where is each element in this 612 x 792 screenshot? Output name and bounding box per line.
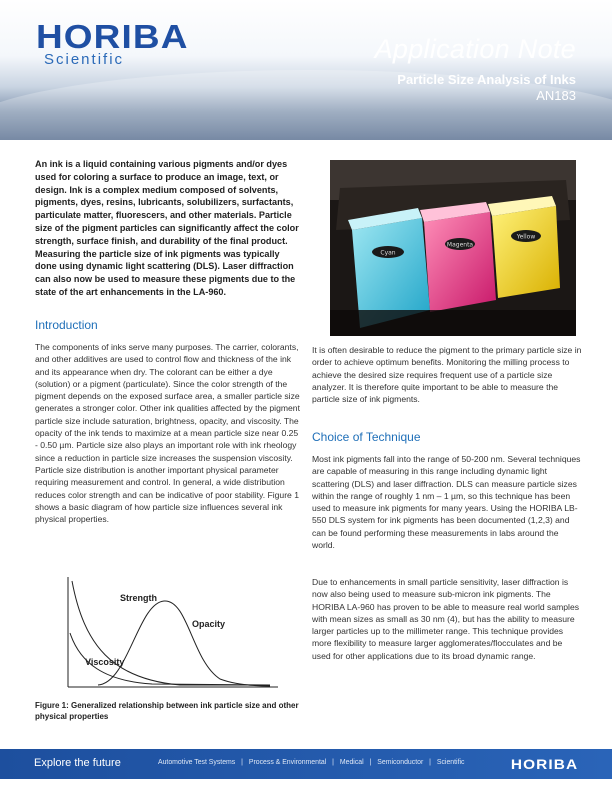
choice-paragraph-1 (312, 453, 582, 551)
divider: | (369, 759, 372, 766)
figure-caption: Figure 1: Generalized relationship between ink particle size and other physical properties (35, 701, 299, 721)
division-medical: Medical (339, 759, 364, 766)
horiba-logo: HORIBA (36, 18, 189, 55)
divider: | (241, 759, 243, 766)
strength-curve (72, 581, 270, 685)
divider: | (429, 759, 431, 766)
strength-label: Strength (120, 593, 157, 603)
footer-tagline: Explore the future (34, 757, 121, 769)
particle-size-diagram (60, 575, 280, 695)
ink-cartridges-photo (330, 160, 576, 336)
choice-paragraph-2 (312, 576, 582, 662)
division-scientific: Scientific (436, 759, 465, 766)
introduction-text: The components of inks serve many purposes. The carrier, colorants, and other additives are used to control flow and thickness of the ink and its appearance when dry. The colorant can be either a dye (solution) or a pigment (particulate). Since the color strength of the pigment depends on the exposed surface area, a smaller particle size generates a stronger color. Other ink qualities affected by the pigment particle size include saturation, brightness, opacity, and viscosity. The opacity of the ink tends to maximize at a mean particle size near 0.25 - 0.50 µm. Particle size also plays an important role with ink rheology since a reduction in particle size increases the suspension viscosity. Particle size distribution is another important physical parameter requiring measurement and control. In general, a wide distribution reduces color strength and can be indicative of poor stability. Figure 1 shows a basic diagram of how particle size influences several ink physical properties. (35, 342, 300, 525)
header-banner (0, 0, 612, 140)
figure-1 (60, 575, 280, 695)
ink-cartridges-illustration (330, 160, 576, 336)
footer-bar (0, 749, 612, 779)
divider: | (332, 759, 334, 766)
magenta-label: Magenta (446, 241, 474, 249)
choice-text-2: Due to enhancements in small particle sensitivity, laser diffraction is now also being used to measure sub-micron ink pigments. The HORIBA LA-960 has proven to be able to measure real world samples with mean sizes as small as 30 nm (4), but has the ability to measure larger particles up to the millimeter range. This technique provides more flexibility to measure larger agglomerates/flocculates and be used for other applications due to its broad dynamic range. (312, 577, 580, 661)
lead-paragraph (35, 158, 303, 299)
document-code: AN183 (536, 88, 576, 103)
right-intro-text: It is often desirable to reduce the pigment to the primary particle size in order to achieve optimum benefits. Monitoring the milling process to achieve the desired size requires frequent use of a particle size analyzer. It is therefore quite important to be able to measure the particle size of ink pigments. (312, 345, 582, 405)
magenta-cartridge (424, 212, 496, 312)
opacity-label: Opacity (192, 619, 226, 629)
opacity-curve (98, 601, 270, 686)
introduction-heading: Introduction (35, 318, 98, 332)
yellow-label: Yellow (516, 233, 536, 241)
cyan-label: Cyan (380, 249, 396, 257)
choice-heading: Choice of Technique (312, 430, 421, 444)
lead-text: An ink is a liquid containing various pigments and/or dyes used for coloring a surface to produce an image, text, or design. Ink is a complex medium composed of solvents, pigments, dyes, resins, lubricants, solubilizers, surfactants, particulate matter, fluorescers, and other materials. Particle size of the pigment particles can significantly affect the color strength, surface finish, and durability of the final product. Measuring the particle size of ink pigments was typically done using dynamic light scattering (DLS). Laser diffraction can also now be used to measure these pigments due to the state of the art enhancements in the LA-960. (35, 159, 299, 297)
page-title: Particle Size Analysis of Inks (397, 72, 576, 87)
footer-divisions (156, 759, 466, 766)
introduction-body (35, 341, 303, 525)
division-process: Process & Environmental (248, 759, 327, 766)
right-intro-paragraph (312, 344, 582, 405)
division-semiconductor: Semiconductor (377, 759, 424, 766)
division-automotive: Automotive Test Systems (158, 759, 236, 766)
document-type: Application Note (374, 34, 576, 64)
choice-text-1: Most ink pigments fall into the range of 50-200 nm. Several techniques are capable of measuring in this range including dynamic light scattering (DLS) and laser diffraction. DLS can measure particle sizes within the range of roughly 1 nm – 1 µm, so this technique has been used to measure ink pigments for many years. Using the HORIBA LB-550 DLS system for ink pigments has been documented (1,2,3) and can be found performing these measurements in labs around the world. (312, 454, 581, 551)
yellow-cartridge (492, 206, 560, 298)
footer-brand-logo: HORIBA (510, 756, 578, 772)
logo-subtitle: Scientific (44, 51, 125, 68)
viscosity-label: Viscosity (85, 657, 125, 667)
